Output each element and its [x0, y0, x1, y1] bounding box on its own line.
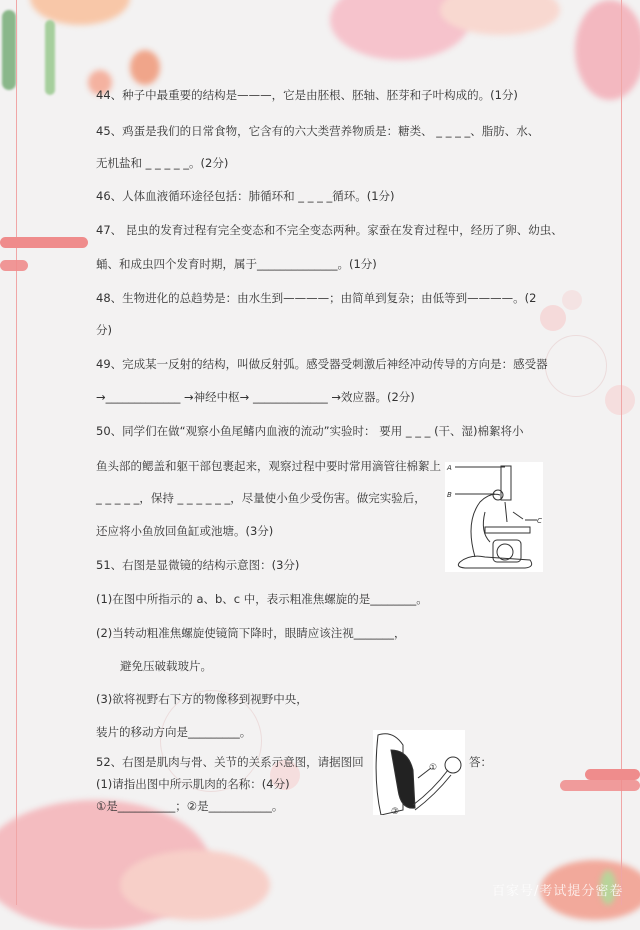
leaf-decoration	[2, 10, 16, 90]
question-51-part-3-cont: 装片的移动方向是_________。	[96, 725, 252, 739]
question-47-line-1: 47、 昆虫的发育过程有完全变态和不完全变态两种。家蚕在发育过程中，经历了卵、幼虫、	[96, 223, 563, 237]
decorative-bar	[585, 769, 640, 780]
question-50-line-3: _ _ _ _ _，保持 _ _ _ _ _ _，尽量使小鱼少受伤害。做完实验后，	[96, 491, 426, 505]
question-51-part-3: (3)欲将视野右下方的物像移到视野中央，	[96, 692, 308, 706]
decoration-dot	[562, 290, 582, 310]
decorative-bar	[0, 260, 28, 271]
decoration-dot	[540, 305, 566, 331]
microscope-diagram	[445, 462, 543, 572]
flower-decoration-top-right-3	[575, 0, 640, 100]
svg-text:C: C	[537, 517, 542, 525]
question-48-line-2: 分)	[96, 323, 112, 337]
question-52-part-1-answer: ①是__________；②是___________。	[96, 799, 284, 813]
decorative-bar	[560, 780, 640, 791]
decoration-ring	[545, 335, 607, 397]
svg-text:②: ②	[391, 807, 400, 815]
question-51-part-2: (2)当转动粗准焦螺旋使镜筒下降时，眼睛应该注视_______，	[96, 626, 406, 640]
question-46: 46、人体血液循环途径包括：肺循环和 _ _ _ _循环。(1分)	[96, 189, 395, 203]
decorative-bar	[0, 237, 88, 248]
svg-text:B: B	[447, 491, 452, 499]
decoration-dot	[605, 385, 635, 415]
arm-illustration	[373, 730, 465, 815]
flower-decoration-bud	[130, 50, 160, 85]
svg-text:A: A	[447, 464, 452, 472]
question-45-line-1: 45、鸡蛋是我们的日常食物，它含有的六大类营养物质是：糖类、 _ _ _ _、脂肪、水、	[96, 124, 540, 138]
arm-muscle-diagram	[373, 730, 465, 815]
question-49-line-1: 49、完成某一反射的结构，叫做反射弧。感受器受刺激后神经冲动传导的方向是：感受器	[96, 357, 548, 371]
question-47-line-2: 蛹、和成虫四个发育时期，属于______________。(1分)	[96, 257, 377, 271]
question-52-part-1: (1)请指出图中所示肌肉的名称：(4分)	[96, 777, 290, 791]
question-45-line-2: 无机盐和 _ _ _ _ _。(2分)	[96, 156, 229, 170]
decorative-line-left	[16, 0, 17, 905]
leaf-decoration-2	[45, 20, 55, 95]
question-52-title-end: 答：	[469, 755, 492, 769]
question-51-title: 51、右图是显微镜的结构示意图：(3分)	[96, 558, 300, 572]
question-51-part-1: (1)在图中所指示的 a、b、c 中，表示粗准焦螺旋的是________。	[96, 592, 428, 606]
question-51-part-2-cont: 避免压破载玻片。	[120, 659, 212, 673]
question-50-line-4: 还应将小鱼放回鱼缸或池塘。(3分)	[96, 524, 274, 538]
question-48-line-1: 48、生物进化的总趋势是：由水生到————；由简单到复杂；由低等到————。(2	[96, 291, 537, 305]
question-44: 44、种子中最重要的结构是———，它是由胚根、胚轴、胚芽和子叶构成的。(1分)	[96, 88, 518, 102]
question-50-line-1: 50、同学们在做“观察小鱼尾鳍内血液的流动”实验时： 要用 _ _ _ (干、湿)棉絮将小	[96, 424, 524, 438]
watermark: 百家号/考试提分密卷	[492, 884, 624, 899]
svg-text:①: ①	[429, 763, 438, 773]
microscope-illustration	[445, 462, 543, 572]
flower-decoration-bottom-left-2	[120, 850, 270, 920]
question-49-line-2: →_____________ →神经中枢→ _____________ →效应器。(2分)	[96, 390, 415, 404]
question-50-line-2: 鱼头部的鳃盖和躯干部包裹起来，观察过程中要时常用滴管往棉絮上	[96, 459, 441, 473]
question-52-title: 52、右图是肌肉与骨、关节的关系示意图，请据图回	[96, 755, 364, 769]
